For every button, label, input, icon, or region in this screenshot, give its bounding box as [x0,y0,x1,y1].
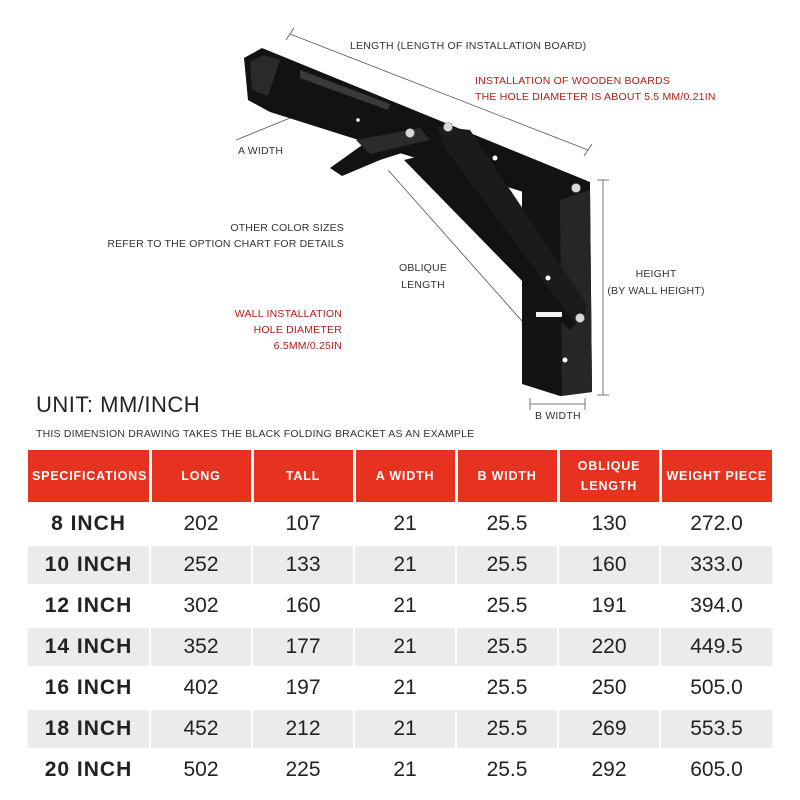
table-row [28,750,772,790]
cell-long: 202 [150,504,252,545]
cell-tall: 225 [252,750,354,790]
cell-tall: 160 [252,586,354,627]
height-label-line2: (BY WALL HEIGHT) [607,285,705,297]
cell-b-width: 25.5 [456,627,558,668]
cell-tall: 107 [252,504,354,545]
oblique-length-label-line2: LENGTH [401,279,445,291]
cell-long: 402 [150,668,252,709]
cell-weight: 394.0 [660,586,772,627]
cell-oblique-length: 250 [558,668,660,709]
cell-oblique-length: 130 [558,504,660,545]
table-row [28,668,772,709]
specification-table [28,450,772,789]
cell-oblique-length: 220 [558,627,660,668]
cell-long: 352 [150,627,252,668]
cell-weight: 449.5 [660,627,772,668]
cell-long: 502 [150,750,252,790]
header-specifications: SPECIFICATIONS [28,450,150,504]
cell-b-width: 25.5 [456,586,558,627]
color-note-line2: REFER TO THE OPTION CHART FOR DETAILS [107,238,344,250]
cell-weight: 605.0 [660,750,772,790]
cell-weight: 553.5 [660,709,772,750]
length-label: LENGTH (LENGTH OF INSTALLATION BOARD) [350,40,587,52]
header-tall: TALL [252,450,354,504]
unit-title: UNIT: MM/INCH [36,392,201,417]
cell-spec: 14 INCH [28,627,150,668]
cell-oblique-length: 160 [558,545,660,586]
cell-b-width: 25.5 [456,750,558,790]
a-width-label: A WIDTH [238,145,284,157]
cell-spec: 12 INCH [28,586,150,627]
header-oblique-length: OBLIQUE LENGTH [558,450,660,504]
cell-tall: 133 [252,545,354,586]
cell-a-width: 21 [354,750,456,790]
height-label-line1: HEIGHT [635,268,677,280]
cell-b-width: 25.5 [456,668,558,709]
cell-spec: 8 INCH [28,504,150,545]
table-row [28,586,772,627]
b-width-label: B WIDTH [535,410,581,422]
cell-oblique-length: 269 [558,709,660,750]
header-a-width: A WIDTH [354,450,456,504]
unit-note: THIS DIMENSION DRAWING TAKES THE BLACK FOLDING BRACKET AS AN EXAMPLE [36,428,475,440]
table-header-row [28,450,772,504]
cell-long: 252 [150,545,252,586]
wall-hole-note-line3: 6.5MM/0.25IN [273,340,342,352]
cell-a-width: 21 [354,545,456,586]
table-row [28,545,772,586]
cell-b-width: 25.5 [456,545,558,586]
cell-weight: 333.0 [660,545,772,586]
cell-oblique-length: 292 [558,750,660,790]
cell-a-width: 21 [354,709,456,750]
cell-oblique-length: 191 [558,586,660,627]
wall-hole-note-line2: HOLE DIAMETER [253,324,342,336]
cell-a-width: 21 [354,504,456,545]
table-row [28,627,772,668]
color-note-line1: OTHER COLOR SIZES [230,222,344,234]
cell-a-width: 21 [354,668,456,709]
oblique-length-label-line1: OBLIQUE [398,262,448,274]
cell-weight: 505.0 [660,668,772,709]
table-row [28,709,772,750]
cell-tall: 197 [252,668,354,709]
cell-spec: 18 INCH [28,709,150,750]
cell-spec: 16 INCH [28,668,150,709]
cell-a-width: 21 [354,586,456,627]
cell-a-width: 21 [354,627,456,668]
board-hole-note-line1: INSTALLATION OF WOODEN BOARDS [475,75,671,87]
cell-long: 452 [150,709,252,750]
table-row [28,504,772,545]
cell-spec: 10 INCH [28,545,150,586]
cell-weight: 272.0 [660,504,772,545]
cell-tall: 177 [252,627,354,668]
cell-b-width: 25.5 [456,504,558,545]
cell-spec: 20 INCH [28,750,150,790]
board-hole-note-line2: THE HOLE DIAMETER IS ABOUT 5.5 MM/0.21IN [475,91,716,103]
cell-tall: 212 [252,709,354,750]
cell-long: 302 [150,586,252,627]
header-b-width: B WIDTH [456,450,558,504]
wall-hole-note-line1: WALL INSTALLATION [234,308,342,320]
header-weight-piece: WEIGHT PIECE [660,450,772,504]
header-long: LONG [150,450,252,504]
cell-b-width: 25.5 [456,709,558,750]
